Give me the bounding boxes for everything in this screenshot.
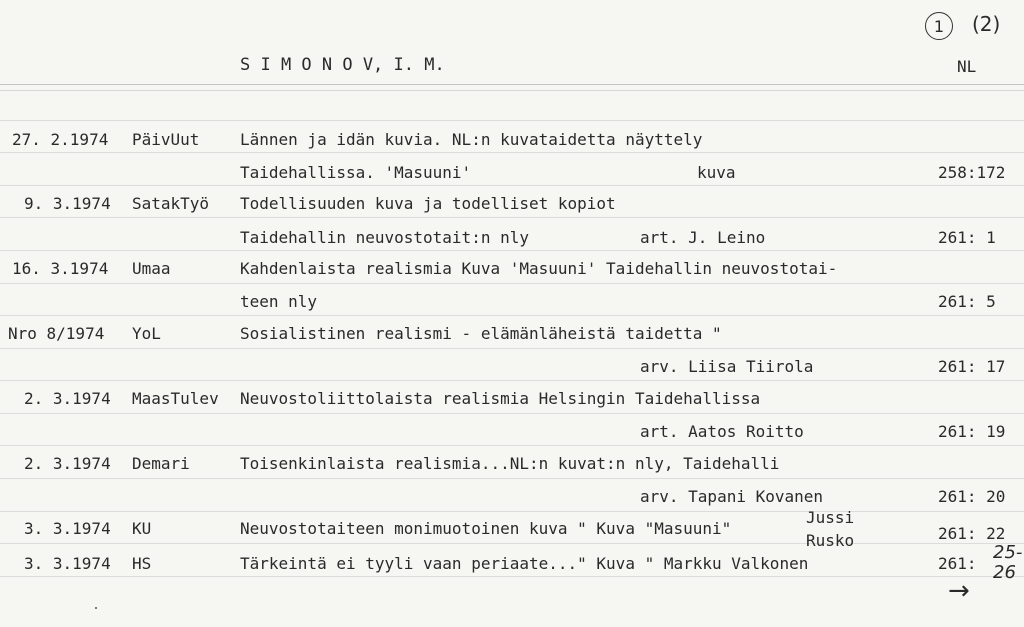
entry-ref: 261: 17 [938, 357, 1006, 376]
entry-note-bottom: Rusko [806, 531, 855, 550]
entry-note: arv. Liisa Tiirola [640, 357, 814, 376]
entry-date: 3. 3.1974 [24, 554, 111, 573]
entry-date: 27. 2.1974 [12, 130, 109, 149]
entry-date: 16. 3.1974 [12, 259, 109, 278]
entry-source: YoL [132, 324, 161, 343]
row-line [0, 511, 1024, 512]
row-line [0, 413, 1024, 414]
row-line [0, 445, 1024, 446]
row-line [0, 543, 1024, 544]
entry-ref: 261: 19 [938, 422, 1006, 441]
entry-source: MaasTulev [132, 389, 219, 408]
entry-date: 3. 3.1974 [24, 519, 111, 538]
row-line [0, 250, 1024, 251]
entry-ref-bottom: 26 [993, 562, 1016, 583]
entry-ref: 258:172 [938, 163, 1006, 182]
row-line [0, 576, 1024, 577]
entry-title-line: Toisenkinlaista realismia...NL:n kuvat:n nly, Taidehalli [240, 454, 780, 473]
entry-ref: 261: 1 [938, 228, 996, 247]
entry-ref-top: 25- [993, 542, 1023, 563]
entry-title-line: Taidehallin neuvostotait:n nly [240, 228, 529, 247]
row-line [0, 152, 1024, 153]
entry-note-top: Jussi [806, 508, 855, 527]
entry-ref: 261: 20 [938, 487, 1006, 506]
header-divider [0, 84, 1024, 85]
row-line [0, 120, 1024, 121]
continue-arrow-icon: → [948, 576, 970, 606]
entry-ref: 261: 5 [938, 292, 996, 311]
entry-date: 2. 3.1974 [24, 454, 111, 473]
entry-note: art. J. Leino [640, 228, 766, 247]
entry-source: SatakTyö [132, 194, 210, 213]
row-line [0, 348, 1024, 349]
entry-source: KU [132, 519, 152, 538]
category-code: NL [957, 57, 977, 76]
mark-1-text: 1 [933, 16, 945, 36]
circled-number-mark [925, 12, 953, 40]
parenthesized-number-mark: (2) [972, 12, 1001, 36]
entry-note: art. Aatos Roitto [640, 422, 804, 441]
stray-mark [95, 607, 97, 609]
entry-title-line: Kahdenlaista realismia Kuva 'Masuuni' Taidehallin neuvostotai- [240, 259, 838, 278]
entry-date: Nro 8/1974 [8, 324, 105, 343]
entry-source: HS [132, 554, 152, 573]
entry-source: Demari [132, 454, 190, 473]
entry-source: Umaa [132, 259, 171, 278]
entry-title-line: Taidehallissa. 'Masuuni' [240, 163, 472, 182]
entry-note: kuva [697, 163, 736, 182]
entry-source: PäivUut [132, 130, 200, 149]
entry-title-line: Sosialistinen realismi - elämänläheistä taidetta " [240, 324, 722, 343]
row-line [0, 380, 1024, 381]
entry-ref: 261: 22 [938, 524, 1006, 543]
card-title: S I M O N O V, I. M. [240, 55, 445, 75]
entry-title-line: teen nly [240, 292, 318, 311]
row-line [0, 315, 1024, 316]
row-line [0, 185, 1024, 186]
entry-note: arv. Tapani Kovanen [640, 487, 824, 506]
entry-title-line: Tärkeintä ei tyyli vaan periaate..." Kuva " Markku Valkonen [240, 554, 809, 573]
header-divider-2 [0, 90, 1024, 91]
entry-title-line: Neuvostoliittolaista realismia Helsingin Taidehallissa [240, 389, 761, 408]
entry-title-line: Neuvostotaiteen monimuotoinen kuva " Kuva "Masuuni" [240, 519, 732, 538]
entry-title-line: Todellisuuden kuva ja todelliset kopiot [240, 194, 616, 213]
entry-ref: 261: [938, 554, 977, 573]
row-line [0, 283, 1024, 284]
entry-date: 9. 3.1974 [24, 194, 111, 213]
entry-date: 2. 3.1974 [24, 389, 111, 408]
row-line [0, 217, 1024, 218]
entry-title-line: Lännen ja idän kuvia. NL:n kuvataidetta näyttely [240, 130, 703, 149]
row-line [0, 478, 1024, 479]
